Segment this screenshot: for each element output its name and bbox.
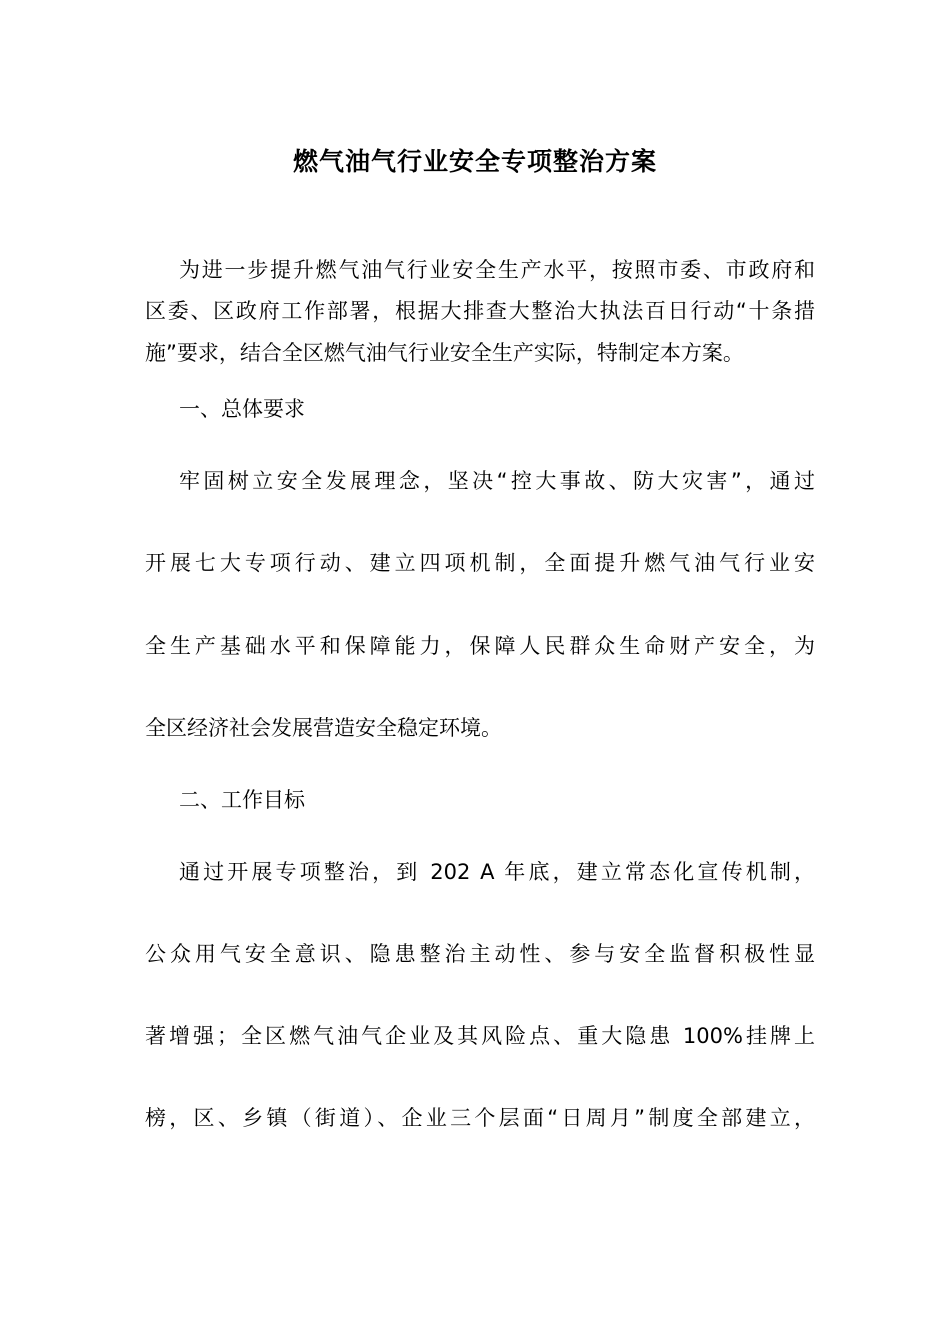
section2-heading: 二、工作目标 [179, 788, 305, 812]
intro-line-3: 施”要求，结合全区燃气油气行业安全生产实际，特制定本方案。 [145, 341, 744, 365]
intro-line-1: 为进一步提升燃气油气行业安全生产水平，按照市委、市政府和 [179, 258, 815, 282]
section1-line-3: 全生产基础水平和保障能力，保障人民群众生命财产安全，为 [145, 634, 815, 658]
section1-line-4: 全区经济社会发展营造安全稳定环境。 [145, 716, 502, 740]
section2-line-3: 著增强；全区燃气油气企业及其风险点、重大隐患 100%挂牌上 [145, 1024, 815, 1048]
section2-line-4: 榜，区、乡镇（街道）、企业三个层面“日周月”制度全部建立， [145, 1106, 815, 1130]
document-title: 燃气油气行业安全专项整治方案 [292, 147, 657, 176]
section1-line-1: 牢固树立安全发展理念，坚决“控大事故、防大灾害”，通过 [179, 469, 815, 493]
section2-line-1: 通过开展专项整治，到 202 A 年底，建立常态化宣传机制， [179, 860, 815, 884]
intro-line-2: 区委、区政府工作部署，根据大排查大整治大执法百日行动“十条措 [145, 299, 815, 323]
section2-line-2: 公众用气安全意识、隐患整治主动性、参与安全监督积极性显 [145, 942, 815, 966]
section1-heading: 一、总体要求 [179, 397, 305, 421]
section1-line-2: 开展七大专项行动、建立四项机制，全面提升燃气油气行业安 [145, 551, 815, 575]
